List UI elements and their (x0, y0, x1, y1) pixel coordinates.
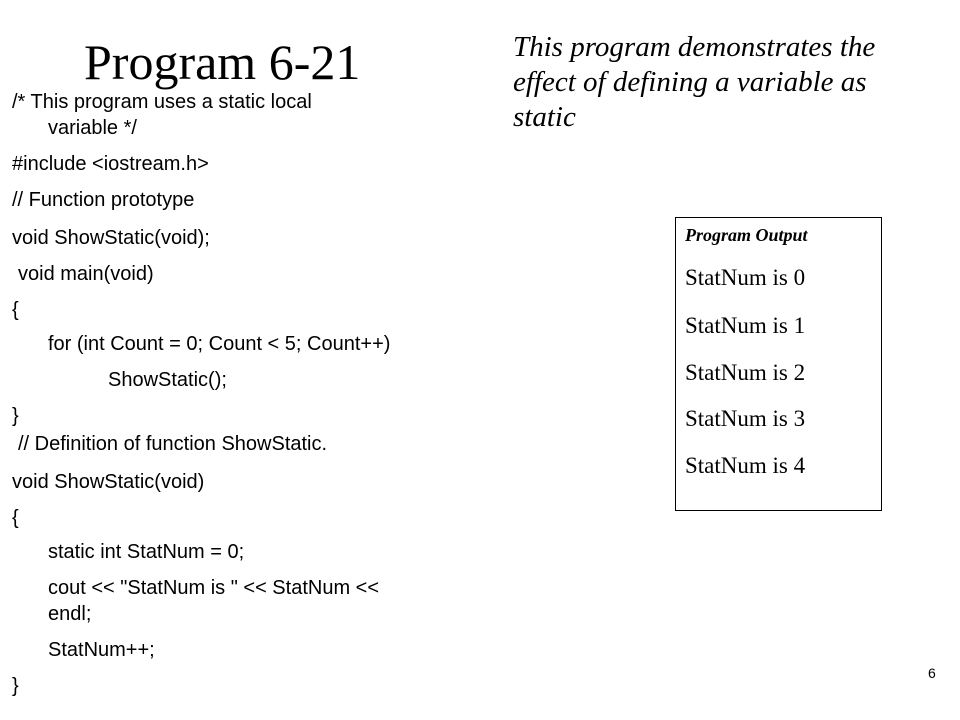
output-line: StatNum is 1 (685, 313, 806, 338)
code-line: variable */ (48, 117, 137, 139)
code-line: { (12, 507, 19, 529)
code-line: endl; (48, 603, 92, 625)
output-line: StatNum is 3 (685, 406, 806, 431)
code-line: #include <iostream.h> (12, 153, 209, 175)
code-line: void ShowStatic(void) (12, 471, 205, 493)
program-output-title: Program Output (685, 225, 808, 245)
code-line: // Function prototype (12, 189, 195, 211)
code-line: void main(void) (18, 263, 154, 285)
code-line: { (12, 299, 19, 321)
output-line: StatNum is 4 (685, 453, 806, 478)
output-line: StatNum is 0 (685, 265, 806, 290)
code-line: // Definition of function ShowStatic. (18, 433, 328, 455)
program-description: This program demonstrates the effect of defining a variable as static (513, 31, 876, 133)
code-line: StatNum++; (48, 639, 155, 661)
slide-title: Program 6-21 (84, 34, 361, 90)
code-line: static int StatNum = 0; (48, 541, 245, 563)
code-line: ShowStatic(); (108, 369, 227, 391)
code-line: } (12, 675, 19, 697)
program-output-box (675, 217, 882, 511)
output-line: StatNum is 2 (685, 360, 806, 385)
code-line: for (int Count = 0; Count < 5; Count++) (48, 333, 391, 355)
page-number: 6 (928, 665, 936, 681)
code-line: /* This program uses a static local (12, 91, 312, 113)
code-line: cout << "StatNum is " << StatNum << (48, 577, 380, 599)
code-line: void ShowStatic(void); (12, 227, 210, 249)
code-line: } (12, 405, 19, 427)
